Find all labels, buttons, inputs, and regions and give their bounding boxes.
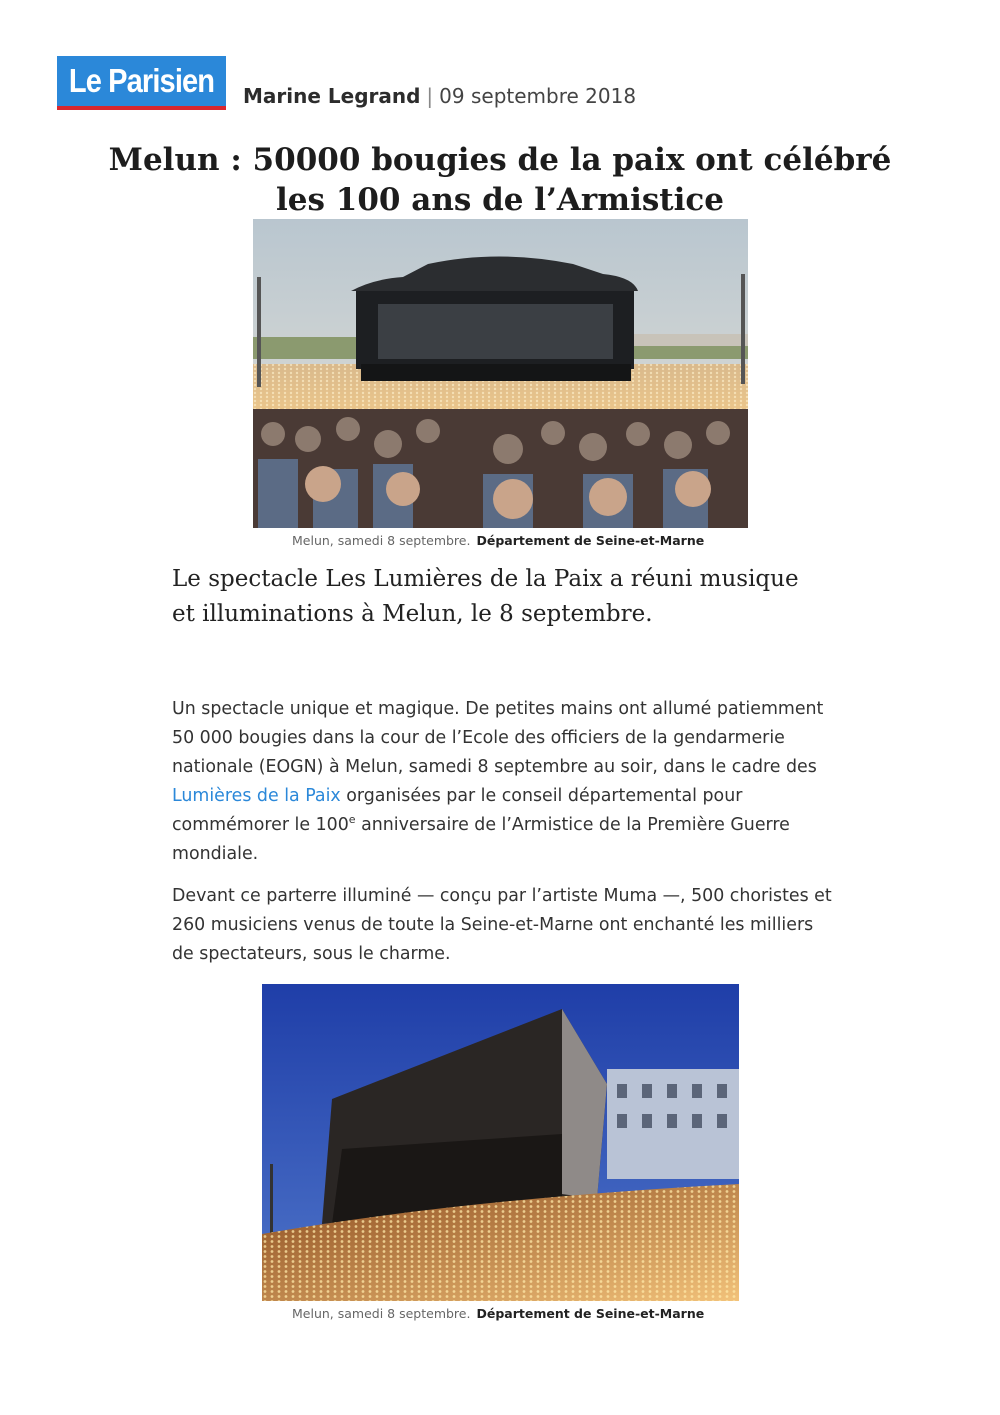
caption-text: Melun, samedi 8 septembre. [292, 1306, 471, 1321]
article-paragraph [172, 695, 832, 869]
caption-text: Melun, samedi 8 septembre. [292, 533, 471, 548]
byline-separator: | [426, 84, 434, 108]
publish-date: 09 septembre 2018 [439, 84, 637, 108]
photo-caption [292, 533, 704, 548]
superscript: e [348, 813, 356, 827]
photo-caption [292, 1306, 704, 1321]
paragraph-text: anniversaire de l’Armistice de la Première Guerre mondiale. [172, 815, 790, 864]
photo-credit: Département de Seine-et-Marne [476, 533, 705, 548]
le-parisien-logo[interactable] [57, 56, 226, 110]
logo-underline [57, 106, 226, 110]
article-lead: Le spectacle Les Lumières de la Paix a réuni musique et illuminations à Melun, le 8 septembre. [172, 566, 799, 627]
logo-text: Le Parisien [68, 62, 215, 99]
photo-credit: Département de Seine-et-Marne [476, 1306, 705, 1321]
photo-stage-dusk[interactable] [262, 984, 739, 1301]
lumieres-de-la-paix-link[interactable]: Lumières de la Paix [172, 786, 341, 806]
stage-audience-illustration [253, 219, 748, 528]
author-name[interactable]: Marine Legrand [243, 84, 421, 108]
article-title: Melun : 50000 bougies de la paix ont célébré les 100 ans de l’Armistice [108, 142, 892, 218]
paragraph-text: organisées par le conseil départemental pour commémorer le 100 [172, 786, 743, 835]
stage-dusk-illustration [262, 984, 739, 1301]
byline [243, 84, 636, 108]
article-paragraph: Devant ce parterre illuminé — conçu par l’artiste Muma —, 500 choristes et 260 musiciens venus de toute la Seine-et-Marne ont enchanté les milliers de spectateurs, sous le charme. [172, 886, 832, 964]
paragraph-text: Un spectacle unique et magique. De petites mains ont allumé patiemment 50 000 bougies dans la cour de l’Ecole des officiers de la gendarmerie nationale (EOGN) à Melun, samedi 8 septembre au soir, dans le cadre des [172, 699, 824, 777]
photo-stage-audience[interactable] [253, 219, 748, 528]
